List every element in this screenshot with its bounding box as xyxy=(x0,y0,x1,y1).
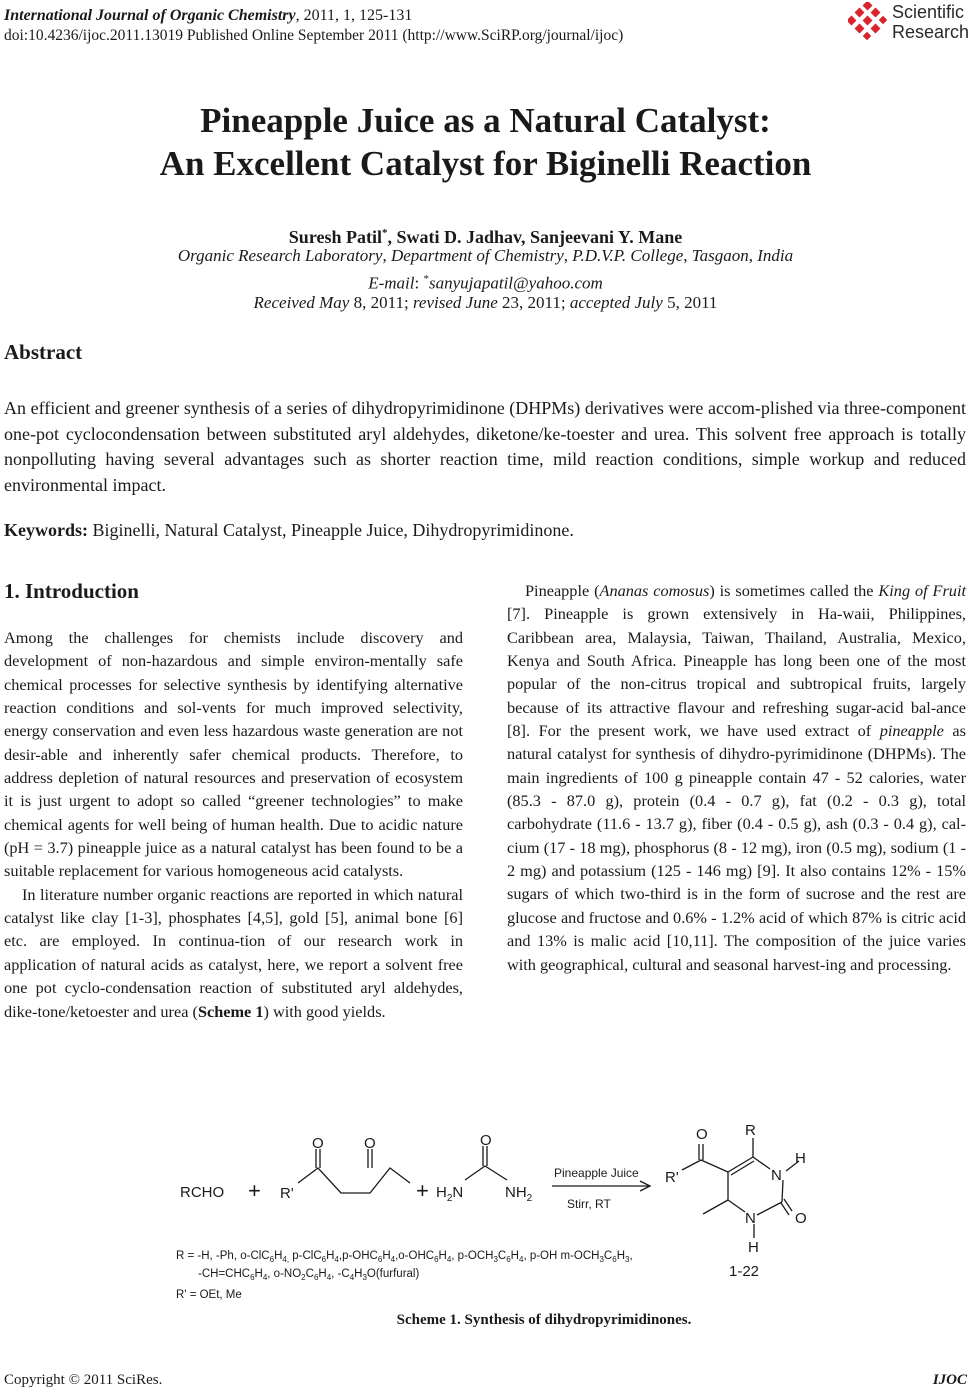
arrow-condition-bottom: Stirr, RT xyxy=(567,1197,611,1211)
received-label: Received May xyxy=(253,293,350,312)
email-mark: * xyxy=(423,273,429,285)
right-text: Pineapple ( xyxy=(525,581,600,600)
affiliation-sep: , xyxy=(563,246,573,265)
substituent-definitions xyxy=(176,1250,633,1301)
h-label: H xyxy=(748,1239,759,1256)
intro-paragraph-2 xyxy=(4,883,463,1023)
o-label: O xyxy=(480,1132,492,1149)
email-line xyxy=(0,268,971,295)
affiliation-dept: Department of Chemistry xyxy=(390,246,564,265)
h2n-label: $H_2N$ xyxy=(436,1184,464,1204)
received-value: 8, 2011; xyxy=(349,293,413,312)
scheme-ref[interactable]: Scheme 1 xyxy=(197,1001,264,1021)
intro-paragraph-1: Among the challenges for chemists include discovery and development of non-hazardous and simple environ-mentally safe chemical processes for selective synthesis by identifying alternative reaction conditions and sol-vents for much improved selectivity, energy conservation and even less hazardous waste generation are not desir-able and inherently safer chemical products. Therefore, to address depletion of natural resources and preservation of ecosystem it is just urgent to adopt so called “greener technologies” to make chemical agents for well being of human health. Due to acidic nature (pH = 3.7) pineapple juice as a natural catalyst has been found to be a suitable replacement for various homogeneous acid catalysts. xyxy=(4,628,463,881)
n-label: N xyxy=(771,1167,782,1184)
dates-line xyxy=(0,292,971,314)
affiliation-college: P.D.V.P. College xyxy=(572,246,684,265)
left-column xyxy=(4,626,463,1023)
revised-label: revised June xyxy=(412,293,498,312)
author-first: Suresh Patil xyxy=(288,227,382,247)
o-label: O xyxy=(312,1135,324,1152)
journal-name: International Journal of Organic Chemistry xyxy=(4,7,296,24)
revised-value: 23, 2011; xyxy=(497,293,570,312)
intro-p2-text: In literature number organic reactions are reported in which natural catalyst like clay [1-3], phosphates [4,5], gold [5], animal bone [6] etc. are employed. In continua-tion of our research work in application of natural acids as catalyst, here, we report a solvent free one pot cyclo-condensation reaction of substituted aryl aldehydes, dike-tone/ketoester and urea ( xyxy=(4,884,463,1021)
right-text: as natural catalyst for synthesis of dihydro-pyrimidinone (DHPMs). The main ingredients of 100 g pineapple contain 47 - 52 calories, water (85.3 - 87.0 g), protein (0.4 - 0.7 g), fat (0.2 - 0.3 g), total carbohydrate (11.6 - 13.7 g), fiber (0.4 - 0.5 g), ash (0.3 - 0.4 g), cal-cium (17 - 18 mg), phosphorus (8 - 12 mg), iron (0.5 mg), sodium (1 - 2 mg) and potassium (125 - 146 mg) [9]. It also contains 12% - 15% sugars of which two-third is in the form of sucrose and the rest are glucose and fructose and 0.6% - 1.2% acid of which 87% is citric acid and 13% is malic acid [10,11]. The composition of the juice varies with geographical, cultural and seasonal harvest-ing and processing. xyxy=(507,721,966,974)
email-colon: : xyxy=(414,273,424,293)
reaction-scheme xyxy=(170,1030,970,1305)
intro-p2-end: ) with good yields. xyxy=(263,1001,386,1021)
arrow-condition-top: Pineapple Juice xyxy=(554,1166,639,1180)
king-of-fruit: King of Fruit xyxy=(878,581,966,600)
affiliation-city: Tasgaon xyxy=(691,246,749,265)
rcho-label: RCHO xyxy=(180,1184,225,1201)
keywords-text: Biginelli, Natural Catalyst, Pineapple Juice, Dihydropyrimidinone. xyxy=(88,520,574,540)
right-text: ) is sometimes called the xyxy=(709,581,879,600)
plus-sign: + xyxy=(248,1178,261,1203)
publisher-logo xyxy=(848,2,970,42)
journal-details: , 2011, 1, 125-131 xyxy=(295,7,413,24)
doi-line: doi:10.4236/ijoc.2011.13019 Published Online September 2011 (http://www.SciRP.org/journal/ijoc) xyxy=(4,27,624,44)
logo-line-1: Scientific xyxy=(892,2,965,22)
nh2-label: $NH_2$ xyxy=(505,1184,533,1204)
affiliation-sep: , xyxy=(683,246,692,265)
o-label: O xyxy=(696,1126,708,1143)
author-mark: * xyxy=(381,227,388,239)
logo-mark-icon xyxy=(848,2,888,42)
email-address[interactable]: sanyujapatil@yahoo.com xyxy=(428,273,603,293)
footer-journal-abbrev: IJOC xyxy=(932,1372,967,1388)
species-name: Ananas comosus xyxy=(599,581,710,600)
journal-header xyxy=(4,6,412,26)
keywords-label: Keywords: xyxy=(4,520,88,540)
email-label: E-mail xyxy=(368,273,415,293)
accepted-value: 5, 2011 xyxy=(662,293,718,312)
h-label: H xyxy=(795,1150,806,1167)
intro-heading: 1. Introduction xyxy=(4,579,139,603)
affiliation-country: India xyxy=(757,246,794,265)
o-label: O xyxy=(364,1135,376,1152)
scheme-bonds xyxy=(298,1138,799,1238)
affiliation xyxy=(0,245,971,267)
plus-sign: + xyxy=(416,1178,429,1203)
accepted-label: accepted July xyxy=(569,293,663,312)
right-column xyxy=(507,579,966,976)
scheme-caption: Scheme 1. Synthesis of dihydropyrimidinones. xyxy=(396,1312,692,1328)
author-rest: , Swati D. Jadhav, Sanjeevani Y. Mane xyxy=(387,227,683,247)
right-text: [7]. Pineapple is grown extensively in Ha-waii, Philippines, Caribbean area, Malaysia, Taiwan, Thailand, Australia, Mexico, Kenya and South Africa. Pineapple has long been one of the most popular of the non-citrus tropical and subtropical fruits, largely because of its attractive flavour and refreshing sugar-acid bal-ance [8]. For the present work, we have used extract of xyxy=(507,604,966,741)
r-prime-label: R' xyxy=(665,1169,679,1186)
r-prime-label: R' xyxy=(280,1185,294,1202)
paper-title-line-2: An Excellent Catalyst for Biginelli Reaction xyxy=(159,144,812,183)
logo-text xyxy=(892,2,969,42)
abstract-text: An efficient and greener synthesis of a series of dihydropyrimidinone (DHPMs) derivatives were accom-plished via three-component one-pot cyclocondensation between substituted aryl aldehydes, diketone/ke-toester and urea. This solvent free approach is totally nonpolluting having several advantages such as shorter reaction time, mild reaction conditions, simple workup and reduced environmental impact. xyxy=(4,398,966,496)
pineapple-italic: pineapple xyxy=(879,721,944,741)
logo-line-2: Research xyxy=(892,22,970,42)
paper-title-line-1: Pineapple Juice as a Natural Catalyst: xyxy=(200,101,771,140)
n-label: N xyxy=(745,1210,756,1227)
r-definition-line-1: R = -H, -Ph, $o-ClC_6H_{4,}$ $p-ClC_6H_4,p-OHC_6H_4,o-OHC_6H_4$, $p-OCH_3C_6H_4$, p-OH $m-OCH_3C_6H_3$, xyxy=(176,1250,633,1264)
affiliation-sep: , xyxy=(748,246,758,265)
affiliation-lab: Organic Research Laboratory xyxy=(177,246,383,265)
footer-copyright: Copyright © 2011 SciRes. xyxy=(4,1372,163,1388)
o-label: O xyxy=(795,1210,807,1227)
compound-range-label: 1-22 xyxy=(729,1263,760,1280)
keywords xyxy=(4,518,574,542)
r-definition-line-2: $-CH=CHC_6H_4$, $o-NO_2C_6H_4$, $-C_4H_3O(furfural)$ xyxy=(198,1268,420,1282)
right-paragraph xyxy=(507,579,966,976)
affiliation-sep: , xyxy=(382,246,391,265)
r-prime-definition: R' = OEt, Me xyxy=(176,1289,242,1301)
abstract-heading: Abstract xyxy=(4,340,83,364)
r-label: R xyxy=(745,1122,756,1139)
